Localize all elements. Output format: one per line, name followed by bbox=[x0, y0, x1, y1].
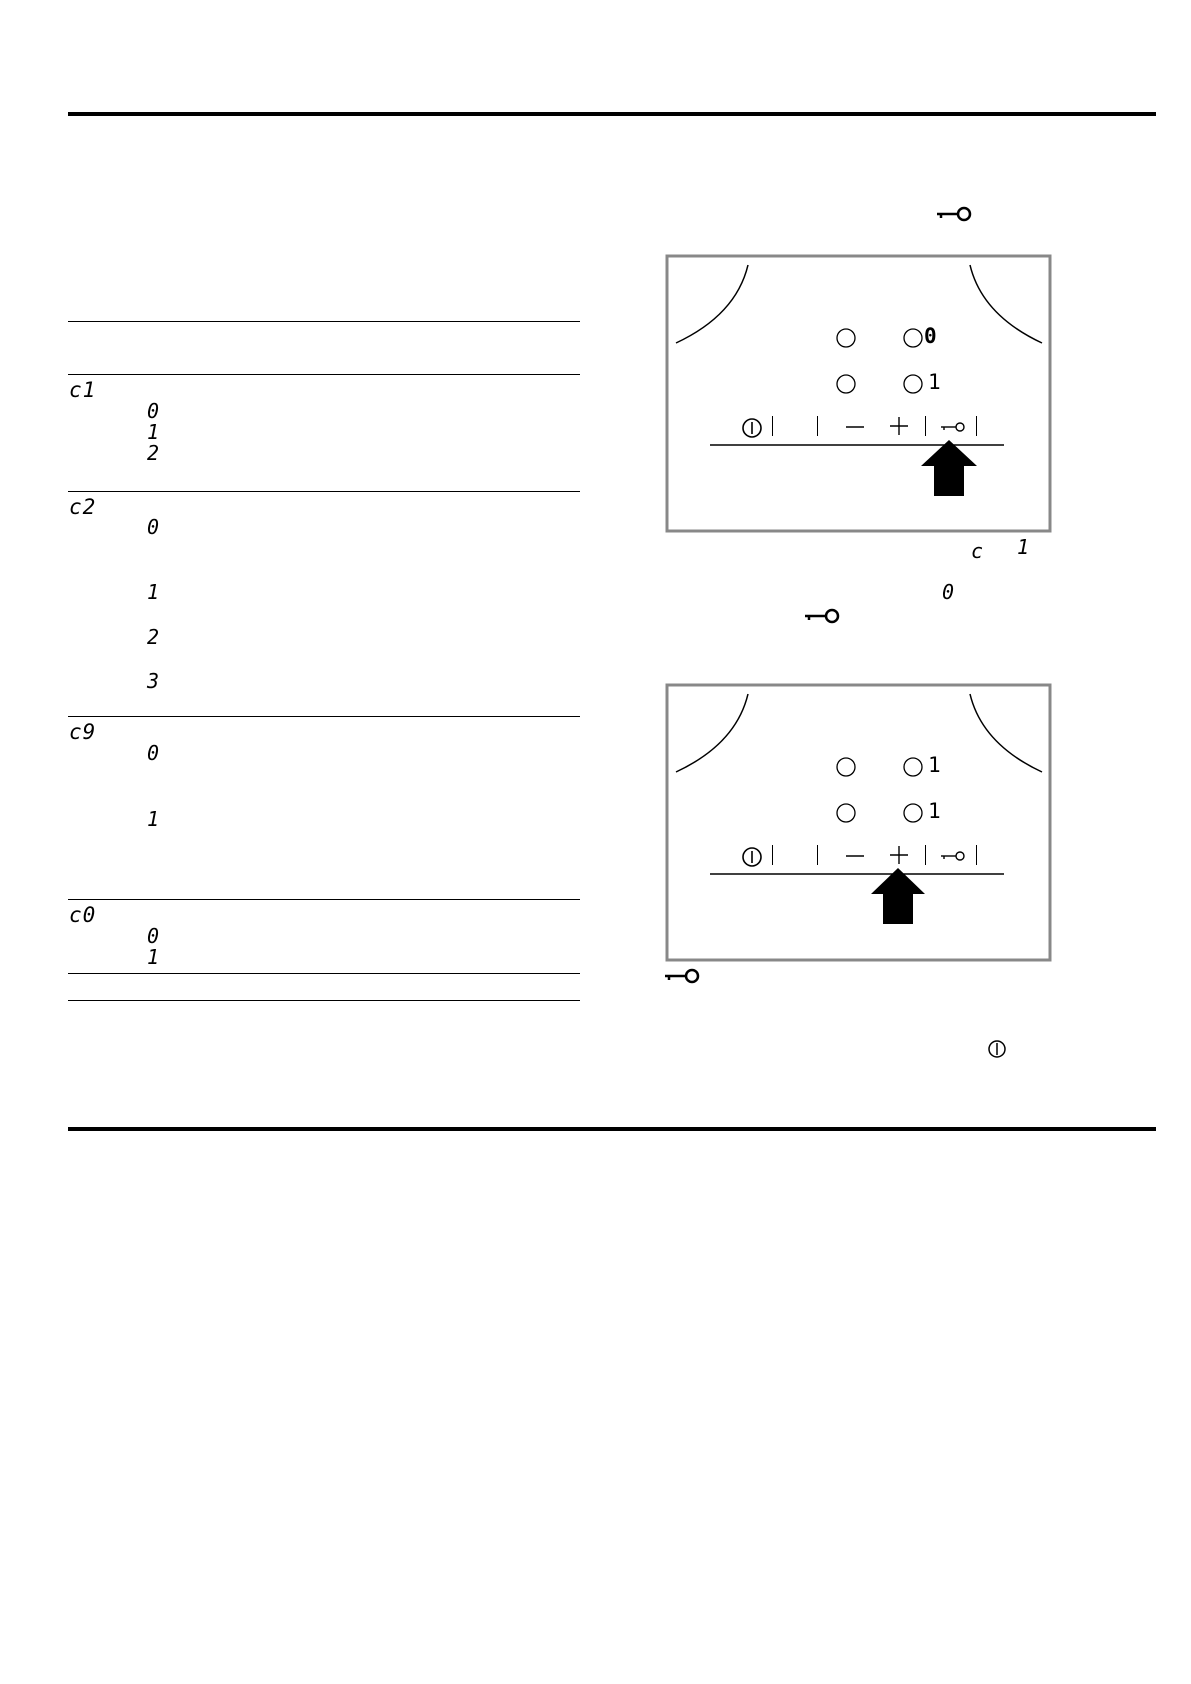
setting-code-number: 1 bbox=[1017, 535, 1031, 559]
strip-divider bbox=[817, 845, 818, 865]
arrow-up-icon bbox=[871, 868, 925, 924]
cooking-zone-icon bbox=[836, 757, 856, 777]
cooking-zone-icon bbox=[903, 803, 923, 823]
power-icon bbox=[987, 1039, 1007, 1059]
table-row-code: c9 bbox=[69, 720, 97, 744]
strip-divider bbox=[772, 845, 773, 865]
table-row-value: 0 bbox=[147, 515, 161, 539]
setting-value: 0 bbox=[942, 580, 956, 604]
key-icon[interactable] bbox=[940, 850, 966, 862]
table-row-value: 1 bbox=[147, 580, 161, 604]
table-row-value: 0 bbox=[147, 924, 161, 948]
minus-icon[interactable] bbox=[846, 854, 864, 858]
table-row-value: 0 bbox=[147, 399, 161, 423]
power-icon[interactable] bbox=[741, 846, 763, 868]
zone-display: 0 bbox=[924, 324, 938, 348]
key-icon bbox=[664, 967, 700, 985]
cooking-zone-icon bbox=[903, 757, 923, 777]
plus-icon[interactable] bbox=[890, 846, 908, 864]
table-row-value: 2 bbox=[147, 625, 161, 649]
zone-display: 1 bbox=[928, 370, 942, 394]
strip-divider bbox=[925, 845, 926, 865]
table-row-value: 1 bbox=[147, 807, 161, 831]
table-row-value: 1 bbox=[147, 945, 161, 969]
strip-divider bbox=[976, 845, 977, 865]
zone-display: 1 bbox=[928, 753, 942, 777]
cooking-zone-icon bbox=[836, 803, 856, 823]
table-row-value: 1 bbox=[147, 420, 161, 444]
setting-code-letter: c bbox=[971, 539, 985, 563]
table-row-code: c1 bbox=[69, 378, 97, 402]
table-row-code: c2 bbox=[69, 495, 97, 519]
table-row-value: 2 bbox=[147, 441, 161, 465]
table-row-code: c0 bbox=[69, 903, 97, 927]
table-row-value: 0 bbox=[147, 741, 161, 765]
zone-display: 1 bbox=[928, 799, 942, 823]
table-row-value: 3 bbox=[147, 669, 161, 693]
